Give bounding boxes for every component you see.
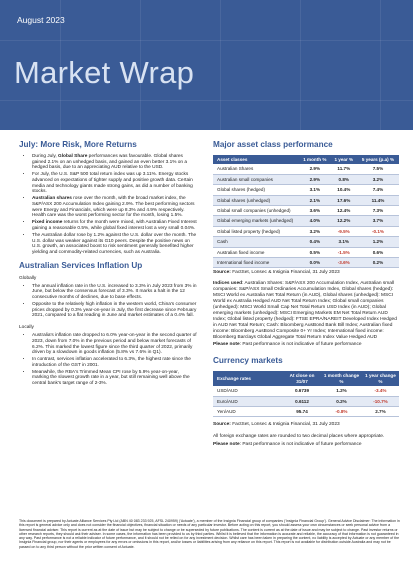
table-cell: 17.6% (331, 195, 357, 205)
table-cell: 1.2% (357, 237, 399, 247)
list-item (32, 172, 197, 195)
local-inflation-list (19, 333, 197, 387)
please-note-text: : Past performance is not indicative of future performance (239, 442, 362, 448)
list-item (32, 233, 197, 256)
subheading-globally: Globally (19, 275, 37, 281)
source-note: Source: FactSet, Lonsec & Insignia Financial, 31 July 2023 (213, 270, 340, 276)
table-cell: -3.4% (362, 386, 399, 396)
currency-table (213, 371, 399, 417)
table-cell: 4.0% (299, 216, 331, 226)
page-title: Market Wrap (14, 55, 195, 90)
table-cell: 7.4% (357, 185, 399, 195)
column-header: Asset classes (213, 155, 299, 164)
table-cell: 3.6% (299, 206, 331, 216)
table-cell: 0.6112 (283, 396, 321, 406)
right-column (213, 140, 399, 448)
source-note: Source: FactSet, Lonsec & Insignia Financial, 31 July 2023 (213, 422, 340, 428)
indices-label: Indices used (213, 281, 243, 287)
asset-class-table (213, 155, 399, 268)
table-row (213, 247, 399, 257)
column-header: Exchange rates (213, 371, 283, 386)
table-row (213, 258, 399, 268)
list-item: • Opposite to the relatively high inflation in the western world, China's consumer prices dropped by 0.3% year-on-year in July, the first decrease since February 2021, compared to a flat reading in June and market estimates of a 0.4% fall. (32, 302, 197, 319)
performance-disclaimer (213, 342, 399, 348)
performance-disclaimer (213, 442, 399, 448)
table-cell: International fixed income (213, 258, 299, 268)
banner-grid-line (380, 0, 381, 130)
table-cell: 12.4% (331, 206, 357, 216)
table-row (213, 406, 399, 416)
global-inflation-list (19, 284, 197, 319)
indices-note (213, 281, 399, 340)
table-cell: Global emerging markets (unhedged) (213, 216, 299, 226)
column-header: 5 years (p.a) % (357, 155, 399, 164)
column-header: 1 year % (331, 155, 357, 164)
table-cell: 0.4% (299, 237, 331, 247)
section-title: Currency markets (213, 356, 283, 366)
table-cell: Australian Shares (213, 164, 299, 174)
fx-rounding-note: All foreign exchange rates are rounded to two decimal places where appropriate. (213, 434, 385, 440)
bullet-text: returns for the month were mixed, with Australian Fixed Interest gaining a reasonable 0.5%, while global fixed interest lost a very small 0.04%. (32, 220, 197, 231)
table-cell: 2.1% (299, 195, 331, 205)
table-row (213, 185, 399, 195)
table-cell: 2.7% (362, 406, 399, 416)
list-item: • Meanwhile, the RBA's Trimmed Mean CPI rose by 5.9% year-on-year, marking the slowest growth rate in a year, but still remaining well above the central bank's target range of 2-3%. (32, 370, 197, 387)
table-cell: Global small companies (unhedged) (213, 206, 299, 216)
column-header: 1 month change % (321, 371, 362, 386)
bullet-text: During July, Global Share performances was favourable. Global shares gained 2.1% on an unhedged basis, and gained an even better 3.1% on a hedged basis, due to an appreciating AUD relative to the USD. (32, 154, 188, 171)
table-row (213, 386, 399, 396)
performance-bullet-list (19, 154, 197, 256)
banner-grid-line (0, 100, 413, 101)
source-text: FactSet, Lonsec & Insignia Financial, 31 July 2023 (232, 422, 340, 428)
table-row (213, 164, 399, 174)
table-row (213, 237, 399, 247)
banner-grid-line (220, 0, 221, 130)
table-cell: 12.2% (331, 216, 357, 226)
column-header: 1 month % (299, 155, 331, 164)
bullet-text: rose over the month, with the broad market index, the S&P/ASX 200 Accumulation Index gaining 2.9%. The best performing sectors were Energy and Financials, which were up 8.3% and 4.9% respectively. Health care was the worst performing sector for the month, losing 1.5%. (32, 196, 195, 219)
table-cell: 3.7% (357, 216, 399, 226)
table-cell: 11.4% (357, 195, 399, 205)
table-cell: 2.9% (299, 164, 331, 174)
banner-grid-line (300, 0, 301, 130)
table-cell: 1.2% (321, 386, 362, 396)
table-header-row (213, 155, 399, 164)
table-cell: 11.7% (331, 164, 357, 174)
bullet-text: For July, the U.S. S&P 500 total return index was up 3.11%. Energy stocks advanced on expectations of tighter supply and positive growth data. Certain media and technology giants made strong gains, as did a number of banking stocks. (32, 172, 193, 195)
table-cell: Global shares (hedged) (213, 185, 299, 195)
table-cell: 0.0% (299, 258, 331, 268)
banner-grid-line (0, 40, 413, 41)
list-item (32, 154, 197, 171)
table-row (213, 195, 399, 205)
table-cell: -10.7% (362, 396, 399, 406)
section-title: July: More Risk, More Returns (19, 140, 137, 149)
bullet-text: The Australian dollar rose by 1.2% against the U.S. dollar over the month. The U.S. dollar was weaker against its G10 peers. Despite the positive news on U.S. growth, an associated boost to risk sentiment generally benefited higher yielding and commodity-related currencies, such as Australia. (32, 232, 197, 255)
table-cell: 3.2% (357, 174, 399, 184)
table-cell: Australian fixed income (213, 247, 299, 257)
table-cell: -3.6% (331, 258, 357, 268)
legal-disclaimer: This document is prepared by Actuate Alliance Services Pty Ltd (ABN 40 083 233 925, AFSL 240959) ('Actuate'), a member of the Insignia Financial group of companies ('Insignia Financial Group'). General Advice Disclaimer: The information in this report is general advice only and does not consider the financial objectives, financial situation or needs of any particular investor. Before acting on this report, you should assess your own circumstances or seek personal advice from a licensed financial adviser. This report is current as at the date of issue but may be subject to change or be superseded by future publications. The content is current as at the date of issue and may be subject to change. Past investor returns or other research reports, they should ask their adviser. In some cases, the information has been provided to us by third parties. Whilst it is believed that the information is accurate and reliable, the accuracy of that information is not guaranteed in any way. Past performance is not a reliable indicator of future performance, and it should not be relied on for any investment decision. Whilst care has been taken in preparing the content, no liability is accepted by Actuate or any member of the Insignia Financial group, nor their agents or employees for any errors or omissions in this report, and/or losses or liabilities arising from any reliance on this report. This report is not available for distribution outside Australia and may not be passed on to any third person without the prior written consent of Actuate. (19, 519, 400, 549)
table-header-row (213, 371, 399, 386)
table-row (213, 226, 399, 236)
subheading-locally: Locally (19, 325, 34, 331)
bullet-lead: Global Share (58, 154, 88, 159)
please-note-text: : Past performance is not indicative of future performance (239, 342, 362, 348)
section-title: Major asset class performance (213, 140, 333, 149)
table-cell: 7.5% (357, 164, 399, 174)
table-cell: 3.1% (299, 185, 331, 195)
table-cell: Yen/AUD (213, 406, 283, 416)
table-row (213, 206, 399, 216)
table-cell: 0.2% (321, 396, 362, 406)
left-column (19, 140, 197, 388)
header-banner (0, 0, 413, 130)
table-cell: 2.9% (299, 174, 331, 184)
column-header: 1 year change % (362, 371, 399, 386)
table-cell: 0.5% (299, 247, 331, 257)
table-cell: Global shares (unhedged) (213, 195, 299, 205)
report-date: August 2023 (17, 15, 65, 25)
table-cell: Global listed property (hedged) (213, 226, 299, 236)
table-cell: 0.8% (331, 174, 357, 184)
table-cell: 95.74 (283, 406, 321, 416)
table-cell: Australian small companies (213, 174, 299, 184)
table-cell: -0.1% (357, 226, 399, 236)
source-text: FactSet, Lonsec & Insignia Financial, 31 July 2023 (232, 270, 340, 276)
list-item (32, 220, 197, 231)
table-cell: 0.2% (357, 258, 399, 268)
table-cell: -1.5% (331, 247, 357, 257)
table-cell: 7.3% (357, 206, 399, 216)
table-row (213, 216, 399, 226)
table-row (213, 174, 399, 184)
list-item: • Australia's inflation rate dropped to 6.0% year-on-year in the second quarter of 2023, down from 7.0% in the previous period and below market forecasts of 6.2%. This marked the lowest figure since the third quarter of 2022, primarily driven by a slowdown in goods inflation (5.8% vs 7.6% in Q1). (32, 333, 197, 356)
table-row (213, 396, 399, 406)
table-cell: -0.8% (321, 406, 362, 416)
section-title: Australian Services Inflation Up (19, 260, 143, 270)
please-note-label: Please note (213, 442, 240, 448)
column-header: At close on 31/07 (283, 371, 321, 386)
table-cell: 3.2% (299, 226, 331, 236)
indices-text: : Australian Shares: S&P/ASX 200 Accumulation Index, Australian small companies: S&P/ASX Small Ordinaries Accumulation Index, Global shares (hedged): MSCI World ex Australia Net Total Return (in AUD), Global shares (unhedged): MSCI World ex Australia Hedged AUD Net Total Return Index; Global small companies (unhedged): MSCI World Small Cap Net Total Return USD Index (in AUD); Global emerging markets (unhedged): MSCI Emerging Markets EM Net Total Return AUD Index; Global listed property (hedged): FTSE EPRA/NAREIT Developed Index Hedged in AUD Net Total Return; Cash: Bloomberg AusBond Bank Bill Index; Australian fixed income: Bloomberg AusBond Composite 0+ Yr Index; International fixed income: Bloomberg Barclays Global Aggregate Total Return Index Value Hedged AUD (213, 281, 397, 340)
table-cell: Euro/AUD (213, 396, 283, 406)
please-note-label: Please note (213, 342, 240, 348)
list-item (32, 196, 197, 219)
table-cell: -9.5% (331, 226, 357, 236)
table-cell: Cash (213, 237, 299, 247)
list-item: • The annual inflation rate in the U.S. increased to 3.3% in July 2023 from 3% in June, but below the consensus forecast of 3.3%. It marks a halt in the 12 consecutive months of declines, due to base effects. (32, 284, 197, 301)
table-cell: 0.6739 (283, 386, 321, 396)
list-item: • In contrast, services inflation accelerated to 6.3%, the highest rate since the introduction of the GST in 2001. (32, 357, 197, 368)
bullet-lead: Fixed income (32, 220, 63, 226)
table-cell: 0.6% (357, 247, 399, 257)
table-cell: 3.1% (331, 237, 357, 247)
bullet-lead: Australian shares (32, 196, 72, 202)
table-cell: USD/AUD (213, 386, 283, 396)
table-cell: 10.4% (331, 185, 357, 195)
